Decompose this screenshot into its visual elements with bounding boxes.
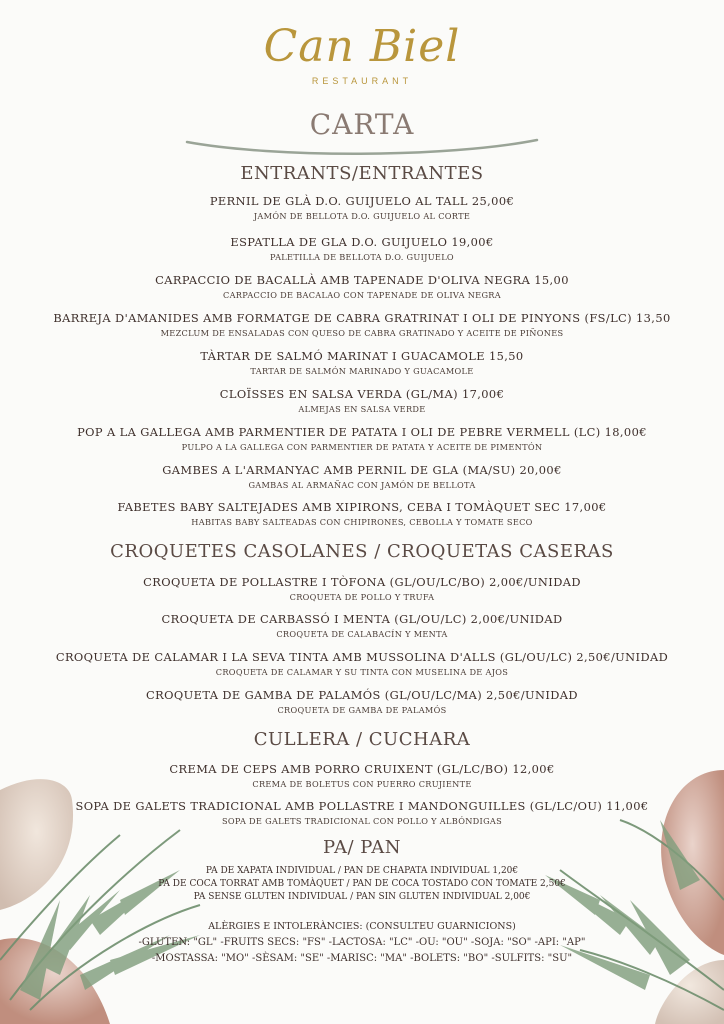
dish-name-es: MEZCLUM DE ENSALADAS CON QUESO DE CABRA GRATINADO Y ACEITE DE PIÑONES [160, 328, 564, 338]
dish-name-es: JAMÓN DE BELLOTA D.O. GUIJUELO AL CORTE [253, 211, 471, 221]
dish-name-es: CROQUETA DE CALAMAR Y SU TINTA CON MUSELINA DE AJOS [215, 667, 509, 677]
dish-name-ca: POP A LA GALLEGA AMB PARMENTIER DE PATATA I OLI DE PEBRE VERMELL (LC) 18,00€ [77, 425, 647, 439]
dish-name-ca: CREMA DE CEPS AMB PORRO CRUIXENT (GL/LC/BO) 12,00€ [169, 762, 555, 776]
dish-name-ca: TÀRTAR DE SALMÓ MARINAT I GUACAMOLE 15,50 [200, 349, 524, 363]
section-heading-pan: PA/ PAN [323, 837, 401, 858]
menu-item [0, 575, 724, 602]
dish-name-es: CARPACCIO DE BACALAO CON TAPENADE DE OLIVA NEGRA [223, 290, 501, 300]
menu-item [0, 194, 724, 221]
menu-item [0, 387, 724, 414]
brand-name: Can Biel [263, 21, 461, 72]
dish-name-es: SOPA DE GALETS TRADICIONAL CON POLLO Y ALBÓNDIGAS [221, 816, 503, 826]
restaurant-logo [0, 22, 724, 86]
dish-name-es: TARTAR DE SALMÓN MARINADO Y GUACAMOLE [250, 366, 474, 376]
dish-name-es: CROQUETA DE GAMBA DE PALAMÓS [277, 705, 447, 715]
dish-name-es: GAMBAS AL ARMAÑAC CON JAMÓN DE BELLOTA [248, 480, 476, 490]
menu-item [0, 463, 724, 490]
dish-name-ca: PERNIL DE GLÀ D.O. GUIJUELO AL TALL 25,00€ [209, 194, 515, 208]
bread-line: PA DE XAPATA INDIVIDUAL / PAN DE CHAPATA INDIVIDUAL 1,20€ [205, 866, 519, 876]
menu-item [0, 273, 724, 300]
dish-name-es: CROQUETA DE CALABACÍN Y MENTA [276, 629, 448, 639]
menu-item [0, 425, 724, 452]
menu-item [0, 762, 724, 789]
dish-name-ca: ESPATLLA DE GLA D.O. GUIJUELO 19,00€ [230, 235, 494, 249]
title-swoosh-ornament [185, 136, 539, 158]
menu-item [0, 235, 724, 262]
dish-name-es: ALMEJAS EN SALSA VERDE [298, 404, 426, 414]
dish-name-ca: CROQUETA DE GAMBA DE PALAMÓS (GL/OU/LC/MA) 2,50€/UNIDAD [146, 688, 578, 702]
allergens-legend-line: -GLUTEN: "GL" -FRUITS SECS: "FS" -LACTOSA: "LC" -OU: "OU" -SOJA: "SO" -API: "AP" [138, 937, 586, 948]
dish-name-es: CROQUETA DE POLLO Y TRUFA [289, 592, 435, 602]
dish-name-ca: BARREJA D'AMANIDES AMB FORMATGE DE CABRA GRATRINAT I OLI DE PINYONS (FS/LC) 13,50 [53, 311, 671, 325]
dish-name-ca: CROQUETA DE POLLASTRE I TÒFONA (GL/OU/LC/BO) 2,00€/UNIDAD [143, 575, 581, 589]
dish-name-ca: CROQUETA DE CALAMAR I LA SEVA TINTA AMB MUSSOLINA D'ALLS (GL/OU/LC) 2,50€/UNIDAD [55, 650, 669, 664]
page-title: CARTA [309, 108, 415, 141]
dish-name-ca: FABETES BABY SALTEJADES AMB XIPIRONS, CEBA I TOMÀQUET SEC 17,00€ [117, 500, 607, 514]
dish-name-ca: CARPACCIO DE BACALLÀ AMB TAPENADE D'OLIVA NEGRA 15,00 [155, 273, 569, 287]
dish-name-es: PULPO A LA GALLEGA CON PARMENTIER DE PATATA Y ACEITE DE PIMENTÓN [181, 442, 543, 452]
dish-name-ca: CLOÏSSES EN SALSA VERDA (GL/MA) 17,00€ [219, 387, 505, 401]
section-heading-croquetes: CROQUETES CASOLANES / CROQUETAS CASERAS [110, 541, 614, 562]
allergens-legend-line: -MOSTASSA: "MO" -SÈSAM: "SE" -MARISC: "MA" -BOLETS: "BO" -SULFITS: "SU" [151, 953, 573, 964]
menu-item [0, 612, 724, 639]
menu-item [0, 500, 724, 527]
menu-item [0, 349, 724, 376]
dish-name-ca: CROQUETA DE CARBASSÓ I MENTA (GL/OU/LC) 2,00€/UNIDAD [161, 612, 563, 626]
dish-name-es: HABITAS BABY SALTEADAS CON CHIPIRONES, CEBOLLA Y TOMATE SECO [191, 517, 533, 527]
menu-item [0, 688, 724, 715]
menu-item [0, 650, 724, 677]
section-heading-entrants: ENTRANTS/ENTRANTES [240, 163, 484, 184]
dish-name-ca: GAMBES A L'ARMANYAC AMB PERNIL DE GLA (MA/SU) 20,00€ [162, 463, 562, 477]
dish-name-ca: SOPA DE GALETS TRADICIONAL AMB POLLASTRE I MANDONGUILLES (GL/LC/OU) 11,00€ [75, 799, 649, 813]
bread-line: PA SENSE GLUTEN INDIVIDUAL / PAN SIN GLUTEN INDIVIDUAL 2,00€ [193, 892, 531, 902]
menu-item [0, 799, 724, 826]
dish-name-es: CREMA DE BOLETUS CON PUERRO CRUJIENTE [252, 779, 472, 789]
brand-subtitle: RESTAURANT [311, 76, 413, 86]
menu-item [0, 311, 724, 338]
bread-line: PA DE COCA TORRAT AMB TOMÀQUET / PAN DE COCA TOSTADO CON TOMATE 2,50€ [158, 879, 566, 889]
dish-name-es: PALETILLA DE BELLOTA D.O. GUIJUELO [270, 252, 454, 262]
allergens-title: ALÈRGIES E INTOLERÀNCIES: (CONSULTEU GUARNICIONS) [208, 921, 516, 932]
section-heading-cullera: CULLERA / CUCHARA [253, 729, 471, 750]
